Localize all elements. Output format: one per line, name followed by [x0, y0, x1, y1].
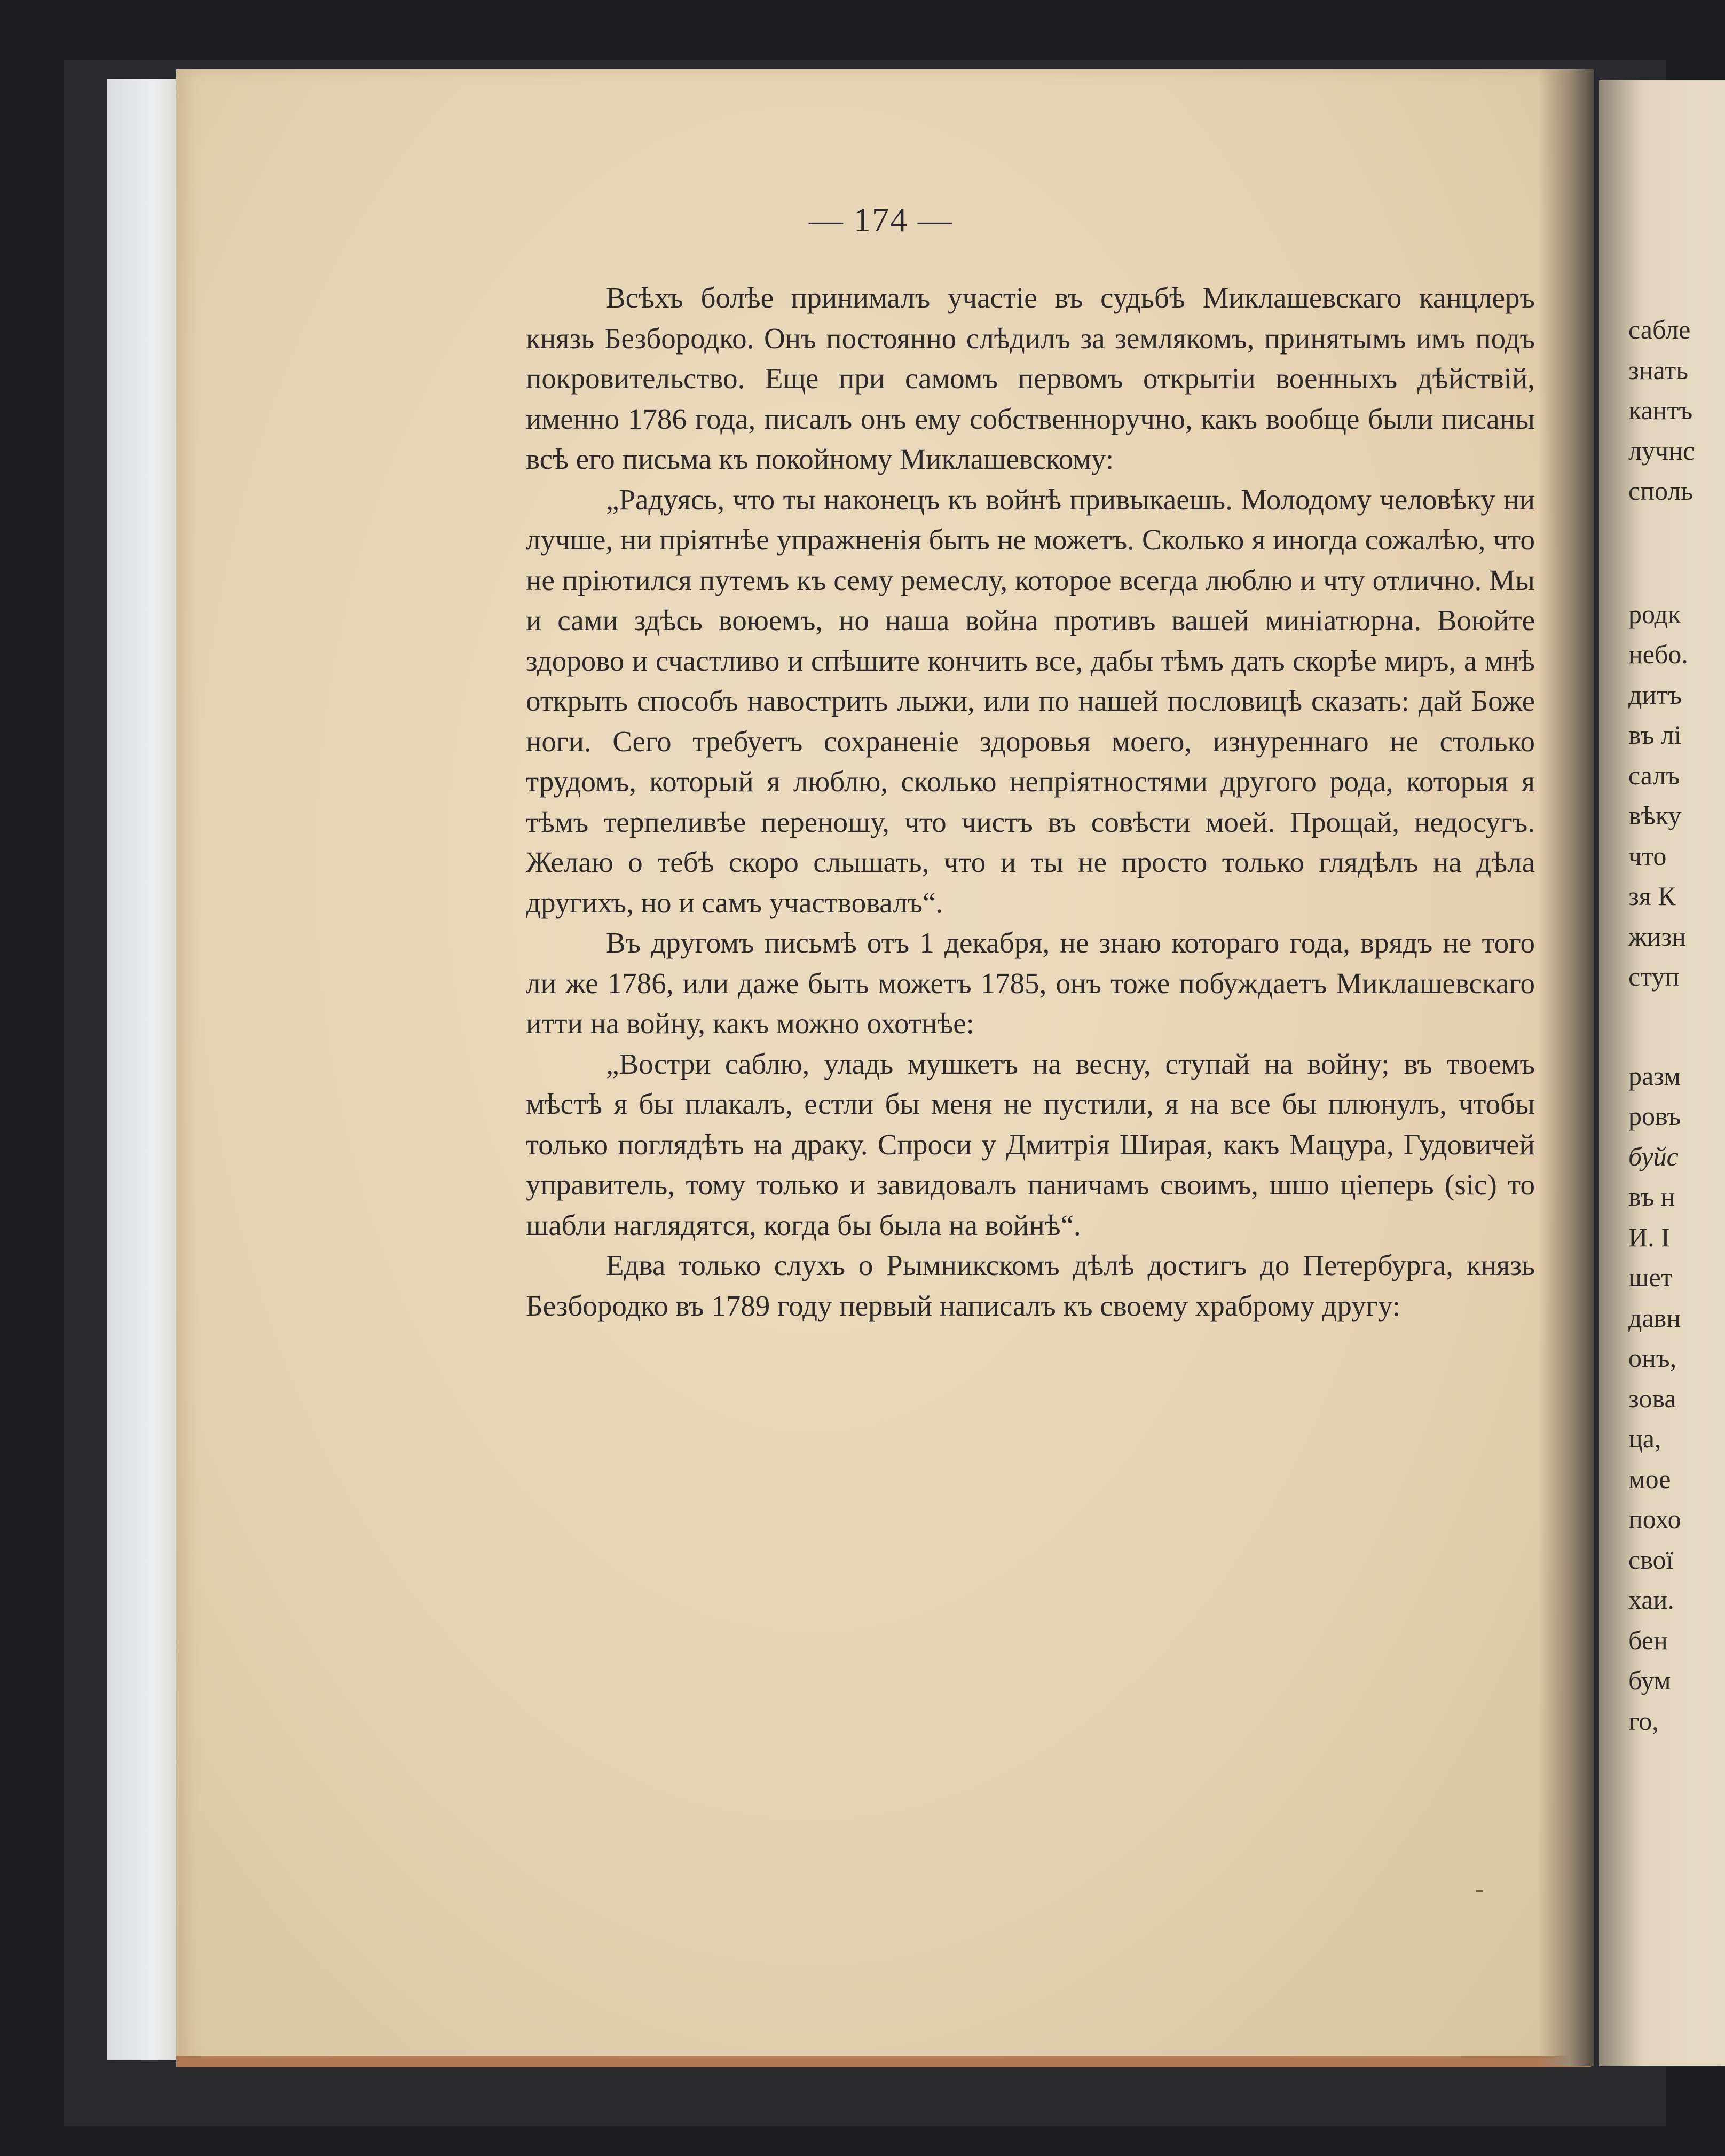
page-number: — 174 —: [809, 201, 953, 239]
facing-line: бен: [1628, 1625, 1668, 1655]
facing-line: шет: [1628, 1262, 1673, 1292]
facing-line: родк: [1628, 599, 1681, 629]
facing-line: ступ: [1628, 962, 1680, 992]
facing-line: что: [1628, 840, 1667, 871]
facing-line: мое: [1628, 1463, 1671, 1494]
facing-line: го,: [1628, 1705, 1659, 1736]
facing-line: жизн: [1628, 921, 1686, 951]
facing-line: кантъ: [1628, 395, 1693, 425]
page-body-text: [526, 278, 1535, 1326]
page-bottom-edge: [176, 2056, 1591, 2067]
facing-line: лучнс: [1628, 435, 1695, 466]
facing-page-text: [1628, 310, 1695, 1741]
facing-page: [1599, 80, 1725, 2066]
facing-line: знать: [1628, 355, 1689, 385]
facing-line: вѣку: [1628, 800, 1682, 830]
facing-line: ровъ: [1628, 1101, 1681, 1131]
page-edge-stack: [107, 79, 187, 2060]
paragraph: Въ другомъ письмѣ отъ 1 декабря, не знаю котораго года, врядъ не того ли же 1786, или даже быть можетъ 1785, онъ тоже побуждаетъ Миклашевскаго итти на войну, какъ можно охотнѣе:: [526, 926, 1535, 1040]
facing-line: сабле: [1628, 314, 1691, 344]
facing-line: зова: [1628, 1383, 1676, 1413]
facing-line: небо.: [1628, 639, 1688, 669]
paragraph-quote: „Востри саблю, уладь мушкетъ на весну, ступай на войну; въ твоемъ мѣстѣ я бы плакалъ, естли бы меня не пустили, я на все бы плюнулъ, чтобы только поглядѣть на драку. Спроси у Дмитрія Ширая, какъ Мацура, Гудовичей управитель, тому только и завидовалъ паничамъ своимъ, шшо ціеперь (sic) то шабли наглядятся, когда бы была на войнѣ“.: [526, 1047, 1535, 1241]
facing-line: въ н: [1628, 1182, 1675, 1211]
facing-line: давн: [1628, 1302, 1681, 1333]
facing-line: свої: [1628, 1544, 1674, 1575]
facing-line: ца,: [1628, 1423, 1661, 1453]
facing-line: разм: [1628, 1060, 1681, 1091]
facing-line: въ лі: [1628, 720, 1682, 750]
facing-line: онъ,: [1628, 1343, 1677, 1373]
facing-line: буйс: [1628, 1141, 1679, 1171]
book-spine-shadow: [1538, 69, 1596, 2066]
facing-line: бум: [1628, 1665, 1671, 1695]
facing-line: зя К: [1628, 881, 1676, 911]
facing-line: салъ: [1628, 760, 1680, 790]
facing-line: похо: [1628, 1504, 1681, 1534]
facing-line: хаи.: [1628, 1585, 1674, 1615]
facing-spacer: [1628, 997, 1695, 1056]
facing-line: споль: [1628, 476, 1694, 506]
page-mark: [1476, 1890, 1483, 1892]
facing-line: дитъ: [1628, 679, 1682, 710]
paragraph: Едва только слухъ о Рымникскомъ дѣлѣ достигъ до Петербурга, князь Безбородко въ 1789 году первый написалъ къ своему храброму другу:: [526, 1249, 1535, 1322]
paragraph-quote: „Радуясь, что ты наконецъ къ войнѣ привыкаешь. Молодому человѣку ни лучше, ни пріятнѣе упражненія быть не можетъ. Сколько я иногда сожалѣю, что не пріютился путемъ къ сему ремеслу, которое всегда люблю и чту отлично. Мы и сами здѣсь воюемъ, но наша война противъ вашей миніатюрна. Воюйте здорово и счастливо и спѣшите кончить все, дабы тѣмъ дать скорѣе миръ, а мнѣ открыть способъ навострить лыжи, или по нашей пословицѣ сказать: дай Боже ноги. Сего требуетъ сохраненіе здоровья моего, изнуреннаго не столько трудомъ, который я люблю, сколько непріятностями другого рода, которыя я тѣмъ терпеливѣе переношу, что чистъ въ совѣсти моей. Прощай, недосугъ. Желаю о тебѣ скоро слышать, что и ты не просто только глядѣлъ на дѣла другихъ, но и самъ участвовалъ“.: [526, 483, 1535, 919]
paragraph: Всѣхъ болѣе принималъ участіе въ судьбѣ Миклашевскаго канцлеръ князь Безбородко. Онъ постоянно слѣдилъ за землякомъ, принятымъ имъ подъ покровительство. Еще при самомъ первомъ открытіи военныхъ дѣйствій, именно 1786 года, писалъ онъ ему собственноручно, какъ вообще были писаны всѣ его письма къ покойному Миклашевскому:: [526, 281, 1535, 475]
facing-line: И. І: [1628, 1222, 1670, 1252]
facing-spacer: [1628, 512, 1695, 594]
